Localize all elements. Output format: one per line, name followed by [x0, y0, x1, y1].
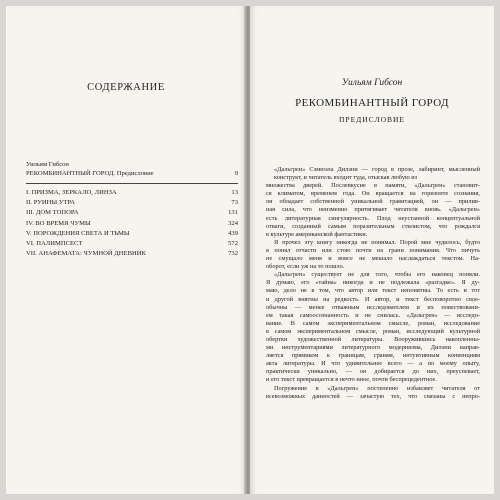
contents-author: Уильям Гибсон	[26, 161, 69, 168]
toc-entry	[26, 219, 238, 229]
toc-entry-page: 73	[231, 199, 238, 207]
toc-entry	[26, 188, 238, 198]
text-line: я понял отчасти или стою почти на грани понимания. Что пичуть	[266, 246, 480, 254]
text-line: ная сила, что неизменно притягивает читателя вновь. «Дальгрен»	[266, 206, 480, 214]
left-page	[6, 6, 246, 494]
toc-entry	[26, 169, 238, 181]
toc-entry	[26, 229, 238, 239]
toc-entry-page: 439	[228, 229, 238, 237]
foreword-body	[266, 166, 480, 401]
text-line: обычны — менее отважным исследователем и их повествовани-	[266, 303, 480, 311]
text-line: не смущало меня и вовсе не мешало наслаждаться текстом. На-	[266, 255, 480, 263]
toc-entry-page: 732	[228, 250, 238, 258]
text-line: ем такая самоосознанность и не снилась. «Дальгрен» — исследо-	[266, 311, 480, 319]
text-line: есть литературная сингулярность. Плод неустанной концептуальной	[266, 214, 480, 222]
toc-entry-title: IV. ВО ВРЕМЯ ЧУМЫ	[26, 219, 91, 227]
text-line: вание. В самом экспериментальном смысле, роман, исследование	[266, 319, 480, 327]
toc-entry-title: II. РУИНЫ УТРА	[26, 199, 76, 207]
text-line: Я думаю, его «тайна» никогда и не подлежала «разгадке». Я ду-	[266, 279, 480, 287]
toc-entry-page: 13	[231, 189, 238, 196]
toc-entry-title: V. ПОРОЖДЕНИЯ СВЕТА И ТЬМЫ	[26, 229, 130, 237]
toc-entry-title: III. ДОМ ТОПОРА	[26, 209, 79, 217]
toc-entry-title: VI. ПАЛИМПСЕСТ	[26, 239, 83, 247]
toc-entry	[26, 239, 238, 249]
toc-entry	[26, 198, 238, 208]
toc-entry-page: 572	[228, 239, 238, 247]
toc-entry-page: 131	[228, 209, 238, 217]
text-line: отваги, созданный самым поразительным стилистом, что рождался	[266, 222, 480, 230]
text-line: акта литературы. И что удивительнее всего — а по моему опыту,	[266, 360, 480, 368]
toc-entry	[26, 208, 238, 218]
text-line: оборот, если уж на то пошло.	[266, 263, 345, 271]
foreword-author: Уильям Гибсон	[341, 78, 403, 88]
text-line: «Дальгрен» Сэмюэла Дилэни — город в прозе, лабиринт, мысленный конструкт, и читатель входит туда, отыскав любую из	[274, 166, 480, 182]
text-line: в культуре американской фантастики.	[266, 230, 368, 238]
toc-entry	[26, 249, 238, 259]
toc-entry-page: 9	[234, 170, 238, 177]
text-line: всевозможных данностей — зачастую тех, что связаны с непро-	[266, 392, 480, 400]
text-line: ми инструментариями литературного модернизма, Дилэни направ-	[266, 344, 480, 352]
contents-heading: СОДЕРЖАНИЕ	[87, 82, 165, 93]
text-line: маю, дело не в том, что автор или текст непонятны. То есть и тот	[266, 287, 480, 295]
text-line: ся климатом, временем года. Он вращается на горизонте сознания,	[266, 190, 480, 198]
text-line: «Дальгрен» существует не для того, чтобы его наконец поняли.	[274, 271, 480, 279]
foreword-subtitle: ПРЕДИСЛОВИЕ	[338, 115, 406, 124]
toc-entry-title: VII. АНАФЕМАТА: ЧУМНОЙ ДНЕВНИК	[26, 250, 146, 258]
right-page	[250, 6, 494, 494]
text-line: Я прочел эту книгу никогда не понимал. Порой мне чудилось, будто	[274, 238, 480, 246]
toc-entry-title: I. ПРИЗМА, ЗЕРКАЛО, ЛИНЗА	[26, 189, 117, 196]
toc-entry-page: 324	[228, 219, 238, 227]
toc-divider	[26, 183, 238, 184]
text-line: Погружение в «Дальгрен» постепенно избавляет читателя от	[274, 384, 480, 392]
text-line: обертки художественной литературы. Вооружившись накопленны-	[266, 335, 480, 343]
text-line: он обладает собственной уникальной гравитацией, он — прилив-	[266, 198, 480, 206]
foreword-title: РЕКОМБИНАНТНЫЙ ГОРОД	[295, 97, 449, 109]
text-line: практически уникально, — он добирается до них, преуспевает,	[266, 368, 480, 376]
table-of-contents	[26, 169, 238, 259]
text-line: множества дверей. Послевкусие в памяти, «Дальгрен» становит-	[266, 182, 480, 190]
text-line: и его текст превращается в нечто иное, почти беспрецедентное.	[266, 376, 437, 384]
toc-entry-title: РЕКОМБИНАНТНЫЙ ГОРОД. Предисловие	[26, 170, 154, 177]
text-line: и другой внятны на редкость. И автор, и текст бесповоротно свое-	[266, 295, 480, 303]
text-line: ляется прямиком к границам, граням, интуитивным конвенциям	[266, 352, 480, 360]
text-line: в самом экспериментальном смысле, роман, исследующий культурной	[266, 327, 480, 335]
